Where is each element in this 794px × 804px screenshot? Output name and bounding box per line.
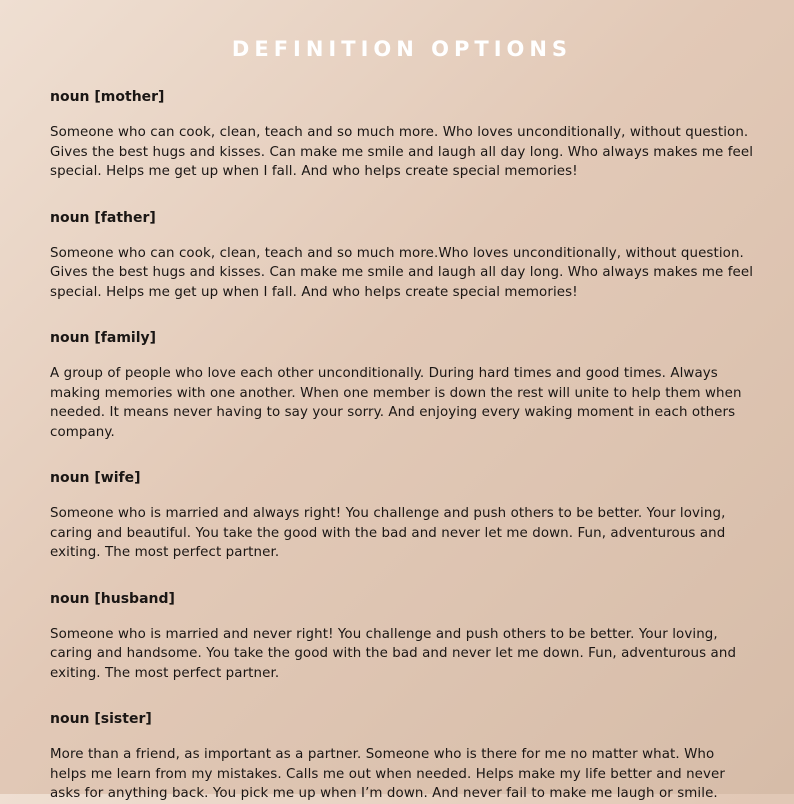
definition-entry-sister: [50, 710, 754, 804]
definition-entry-husband: [50, 590, 754, 684]
definition-text: Someone who can cook, clean, teach and so much more. Who loves unconditionally, without question. Gives the best hugs and kisses. Can make me smile and laugh all day long. Who always makes me feel special. Helps me get up when I fall. And who helps create special memories!: [50, 125, 754, 179]
term-heading: noun [family]: [50, 330, 157, 346]
term-heading: noun [mother]: [50, 89, 165, 105]
definition-text: A group of people who love each other unconditionally. During hard times and good times. Always making memories with one another. When one member is down the rest will unite to help them when needed. It means never having to say your sorry. And enjoying every waking moment in each others company.: [50, 366, 742, 440]
definition-text: Someone who is married and never right! You challenge and push others to be better. Your loving, caring and handsome. You take the good with the bad and never let me down. Fun, adventurous and exiting. The most perfect partner.: [50, 626, 737, 681]
definition-entry-father: [50, 209, 754, 303]
page-title: DEFINITION OPTIONS: [231, 37, 573, 61]
term-heading: noun [husband]: [50, 590, 175, 607]
definition-text: More than a friend, as important as a partner. Someone who is there for me no matter what. Who helps me learn from my mistakes. Calls me out when needed. Helps make my life better and never asks for anything back. You pick me up when I’m down. And never fail to make me laugh or smile.: [50, 747, 725, 801]
definition-text: Someone who can cook, clean, teach and so much more.Who loves unconditionally, without question. Gives the best hugs and kisses. Can make me smile and laugh all day long. Who always makes me feel special. Helps me get up when I fall. And who helps create special memories!: [50, 245, 754, 300]
term-heading: noun [father]: [50, 209, 156, 226]
term-heading: noun [wife]: [50, 470, 141, 486]
definition-entry-wife: [50, 469, 754, 563]
definition-entry-mother: [50, 88, 754, 182]
definition-entry-family: [50, 329, 754, 442]
definition-text: Someone who is married and always right! You challenge and push others to be better. Your loving, caring and beautiful. You take the good with the bad and never let me down. Fun, adventurous and exiting. The most perfect partner.: [50, 506, 726, 560]
term-heading: noun [sister]: [50, 711, 152, 727]
